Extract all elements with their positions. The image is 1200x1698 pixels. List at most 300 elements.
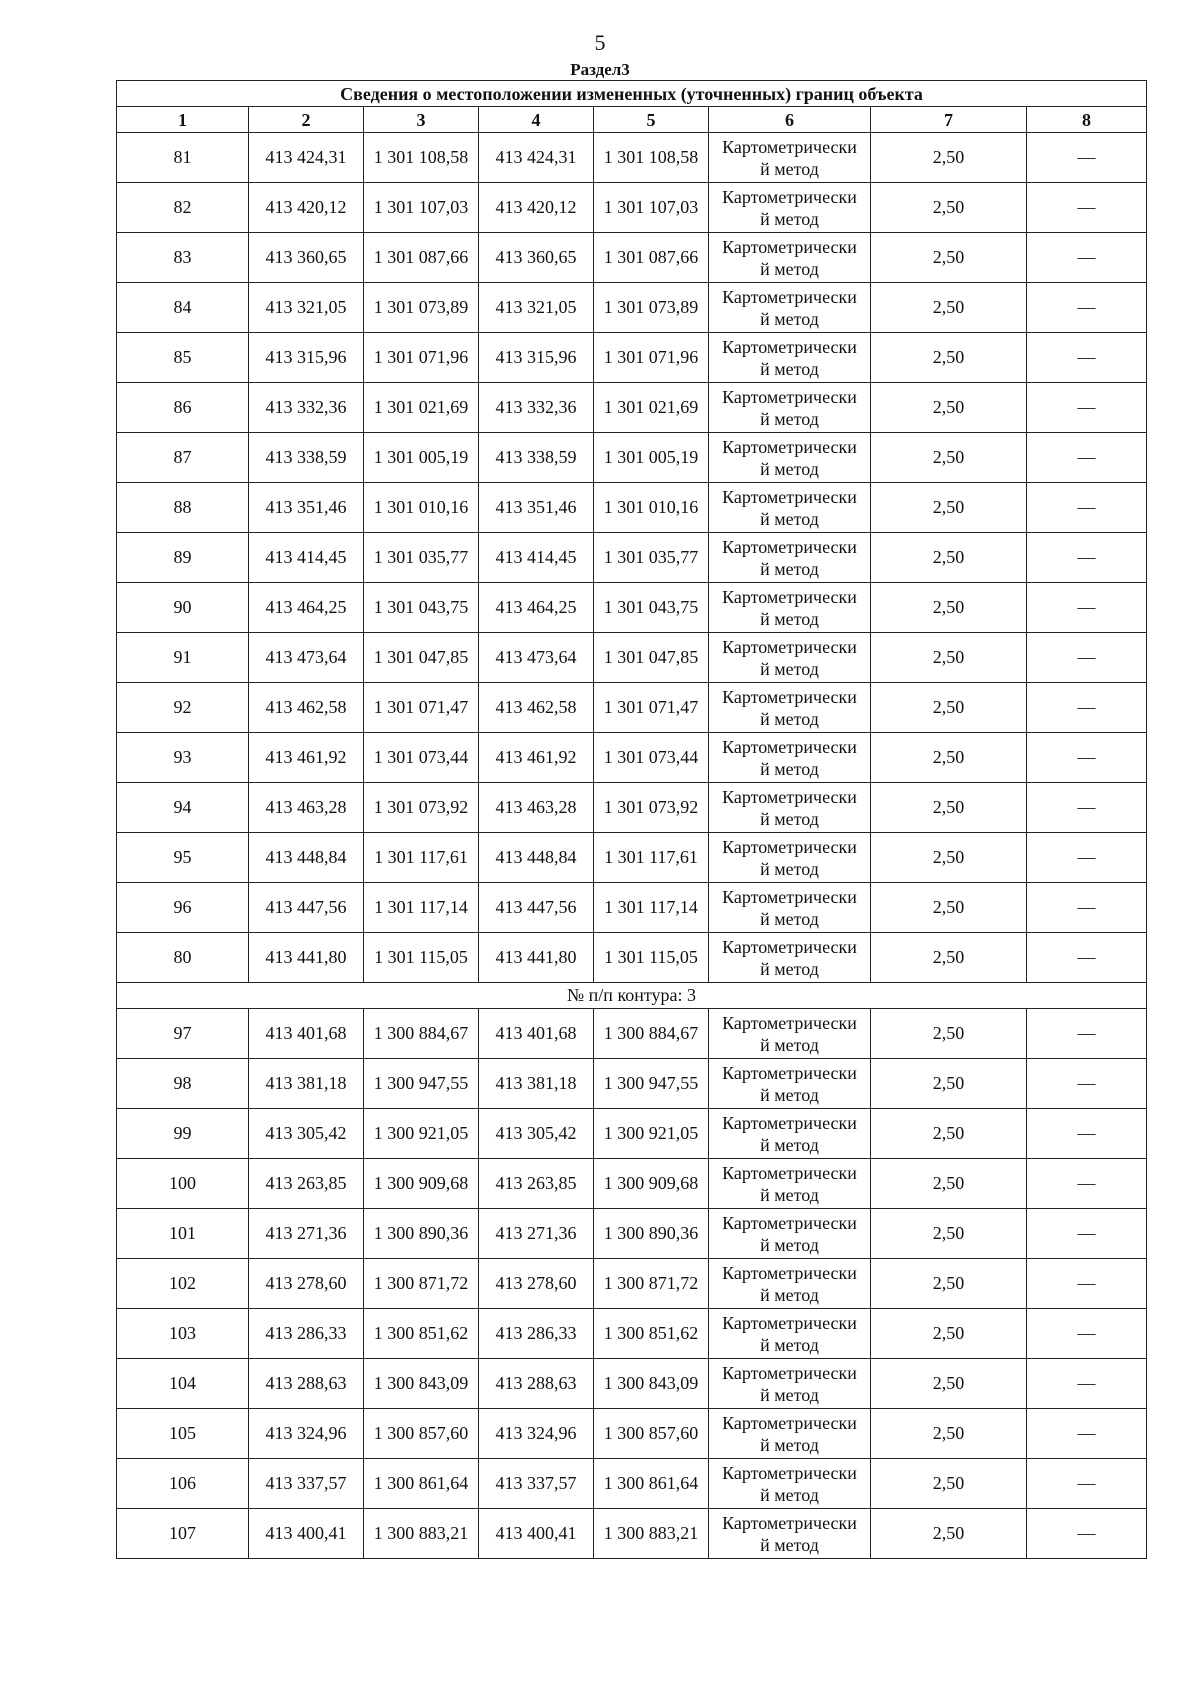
y-old-cell: 1 300 851,62 bbox=[364, 1309, 479, 1359]
method-text-line2: й метод bbox=[760, 1084, 819, 1105]
column-number-4: 4 bbox=[479, 107, 594, 133]
table-row bbox=[117, 483, 1147, 533]
x-old-cell: 413 286,33 bbox=[249, 1309, 364, 1359]
point-number-cell: 85 bbox=[117, 333, 249, 383]
x-old-cell: 413 381,18 bbox=[249, 1059, 364, 1109]
description-cell: — bbox=[1027, 333, 1147, 383]
method-text-line1: Картометрически bbox=[722, 1062, 857, 1083]
x-old-cell: 413 288,63 bbox=[249, 1359, 364, 1409]
method-cell bbox=[709, 1309, 871, 1359]
y-new-cell: 1 301 021,69 bbox=[594, 383, 709, 433]
accuracy-cell: 2,50 bbox=[871, 1109, 1027, 1159]
method-text-line1: Картометрически bbox=[722, 836, 857, 857]
method-text-line2: й метод bbox=[760, 258, 819, 279]
method-cell bbox=[709, 583, 871, 633]
method-cell bbox=[709, 1509, 871, 1559]
x-new-cell: 413 420,12 bbox=[479, 183, 594, 233]
x-old-cell: 413 321,05 bbox=[249, 283, 364, 333]
table-row bbox=[117, 433, 1147, 483]
method-cell bbox=[709, 783, 871, 833]
method-text-line2: й метод bbox=[760, 208, 819, 229]
description-cell: — bbox=[1027, 1509, 1147, 1559]
description-cell: — bbox=[1027, 583, 1147, 633]
description-cell: — bbox=[1027, 833, 1147, 883]
method-cell bbox=[709, 633, 871, 683]
point-number-cell: 94 bbox=[117, 783, 249, 833]
x-old-cell: 413 461,92 bbox=[249, 733, 364, 783]
x-new-cell: 413 447,56 bbox=[479, 883, 594, 933]
column-number-1: 1 bbox=[117, 107, 249, 133]
y-new-cell: 1 300 861,64 bbox=[594, 1459, 709, 1509]
accuracy-cell: 2,50 bbox=[871, 783, 1027, 833]
y-old-cell: 1 300 843,09 bbox=[364, 1359, 479, 1409]
column-number-row bbox=[117, 107, 1147, 133]
y-old-cell: 1 301 117,14 bbox=[364, 883, 479, 933]
method-text-line2: й метод bbox=[760, 308, 819, 329]
point-number-cell: 105 bbox=[117, 1409, 249, 1459]
point-number-cell: 92 bbox=[117, 683, 249, 733]
method-cell bbox=[709, 383, 871, 433]
table-row bbox=[117, 1159, 1147, 1209]
y-new-cell: 1 300 857,60 bbox=[594, 1409, 709, 1459]
section-title: Раздел3 bbox=[570, 60, 630, 79]
point-number-cell: 97 bbox=[117, 1009, 249, 1059]
point-number-cell: 101 bbox=[117, 1209, 249, 1259]
accuracy-cell: 2,50 bbox=[871, 733, 1027, 783]
table-row bbox=[117, 283, 1147, 333]
description-cell: — bbox=[1027, 683, 1147, 733]
column-number-5: 5 bbox=[594, 107, 709, 133]
point-number-cell: 89 bbox=[117, 533, 249, 583]
table-row bbox=[117, 583, 1147, 633]
y-new-cell: 1 300 883,21 bbox=[594, 1509, 709, 1559]
column-number-6: 6 bbox=[709, 107, 871, 133]
method-text-line2: й метод bbox=[760, 1134, 819, 1155]
x-new-cell: 413 305,42 bbox=[479, 1109, 594, 1159]
point-number-cell: 102 bbox=[117, 1259, 249, 1309]
table-row bbox=[117, 1359, 1147, 1409]
x-new-cell: 413 441,80 bbox=[479, 933, 594, 983]
x-old-cell: 413 400,41 bbox=[249, 1509, 364, 1559]
x-new-cell: 413 473,64 bbox=[479, 633, 594, 683]
table-row bbox=[117, 783, 1147, 833]
x-new-cell: 413 288,63 bbox=[479, 1359, 594, 1409]
method-text-line1: Картометрически bbox=[722, 586, 857, 607]
method-text-line1: Картометрически bbox=[722, 1012, 857, 1033]
method-text-line1: Картометрически bbox=[722, 1412, 857, 1433]
table-row bbox=[117, 1259, 1147, 1309]
method-text-line2: й метод bbox=[760, 858, 819, 879]
method-text-line1: Картометрически bbox=[722, 386, 857, 407]
y-old-cell: 1 300 890,36 bbox=[364, 1209, 479, 1259]
accuracy-cell: 2,50 bbox=[871, 1209, 1027, 1259]
point-number-cell: 98 bbox=[117, 1059, 249, 1109]
point-number-cell: 84 bbox=[117, 283, 249, 333]
table-caption: Сведения о местоположении измененных (уточненных) границ объекта bbox=[117, 81, 1147, 107]
y-old-cell: 1 300 921,05 bbox=[364, 1109, 479, 1159]
point-number-cell: 104 bbox=[117, 1359, 249, 1409]
accuracy-cell: 2,50 bbox=[871, 283, 1027, 333]
method-text-line2: й метод bbox=[760, 458, 819, 479]
y-new-cell: 1 301 115,05 bbox=[594, 933, 709, 983]
x-new-cell: 413 278,60 bbox=[479, 1259, 594, 1309]
method-text-line1: Картометрически bbox=[722, 436, 857, 457]
y-new-cell: 1 300 871,72 bbox=[594, 1259, 709, 1309]
y-old-cell: 1 301 073,89 bbox=[364, 283, 479, 333]
description-cell: — bbox=[1027, 1009, 1147, 1059]
column-number-3: 3 bbox=[364, 107, 479, 133]
x-new-cell: 413 400,41 bbox=[479, 1509, 594, 1559]
x-new-cell: 413 271,36 bbox=[479, 1209, 594, 1259]
x-old-cell: 413 351,46 bbox=[249, 483, 364, 533]
method-cell bbox=[709, 1009, 871, 1059]
method-text-line2: й метод bbox=[760, 558, 819, 579]
y-old-cell: 1 301 115,05 bbox=[364, 933, 479, 983]
x-old-cell: 413 414,45 bbox=[249, 533, 364, 583]
point-number-cell: 87 bbox=[117, 433, 249, 483]
x-old-cell: 413 305,42 bbox=[249, 1109, 364, 1159]
accuracy-cell: 2,50 bbox=[871, 1259, 1027, 1309]
x-old-cell: 413 464,25 bbox=[249, 583, 364, 633]
x-old-cell: 413 447,56 bbox=[249, 883, 364, 933]
column-number-2: 2 bbox=[249, 107, 364, 133]
accuracy-cell: 2,50 bbox=[871, 483, 1027, 533]
description-cell: — bbox=[1027, 433, 1147, 483]
x-old-cell: 413 278,60 bbox=[249, 1259, 364, 1309]
x-new-cell: 413 401,68 bbox=[479, 1009, 594, 1059]
contour-label: № п/п контура: 3 bbox=[117, 983, 1147, 1009]
method-text-line1: Картометрически bbox=[722, 1312, 857, 1333]
description-cell: — bbox=[1027, 383, 1147, 433]
description-cell: — bbox=[1027, 733, 1147, 783]
y-new-cell: 1 300 890,36 bbox=[594, 1209, 709, 1259]
description-cell: — bbox=[1027, 483, 1147, 533]
method-text-line2: й метод bbox=[760, 1534, 819, 1555]
x-new-cell: 413 337,57 bbox=[479, 1459, 594, 1509]
x-old-cell: 413 441,80 bbox=[249, 933, 364, 983]
x-new-cell: 413 414,45 bbox=[479, 533, 594, 583]
y-old-cell: 1 301 005,19 bbox=[364, 433, 479, 483]
table-row bbox=[117, 833, 1147, 883]
x-new-cell: 413 461,92 bbox=[479, 733, 594, 783]
y-new-cell: 1 300 884,67 bbox=[594, 1009, 709, 1059]
accuracy-cell: 2,50 bbox=[871, 633, 1027, 683]
method-cell bbox=[709, 733, 871, 783]
method-text-line2: й метод bbox=[760, 1434, 819, 1455]
method-cell bbox=[709, 883, 871, 933]
method-text-line2: й метод bbox=[760, 1334, 819, 1355]
table-caption-row bbox=[117, 81, 1147, 107]
accuracy-cell: 2,50 bbox=[871, 233, 1027, 283]
method-text-line2: й метод bbox=[760, 1384, 819, 1405]
method-text-line1: Картометрически bbox=[722, 536, 857, 557]
y-new-cell: 1 301 107,03 bbox=[594, 183, 709, 233]
y-old-cell: 1 300 884,67 bbox=[364, 1009, 479, 1059]
x-old-cell: 413 462,58 bbox=[249, 683, 364, 733]
column-number-8: 8 bbox=[1027, 107, 1147, 133]
table-row bbox=[117, 233, 1147, 283]
x-new-cell: 413 338,59 bbox=[479, 433, 594, 483]
x-old-cell: 413 424,31 bbox=[249, 133, 364, 183]
table-row bbox=[117, 333, 1147, 383]
y-old-cell: 1 301 071,96 bbox=[364, 333, 479, 383]
method-text-line2: й метод bbox=[760, 1484, 819, 1505]
method-cell bbox=[709, 1059, 871, 1109]
contour-row bbox=[117, 983, 1147, 1009]
method-text-line2: й метод bbox=[760, 1234, 819, 1255]
method-text-line2: й метод bbox=[760, 608, 819, 629]
method-cell bbox=[709, 333, 871, 383]
description-cell: — bbox=[1027, 1109, 1147, 1159]
method-text-line2: й метод bbox=[760, 908, 819, 929]
accuracy-cell: 2,50 bbox=[871, 383, 1027, 433]
y-new-cell: 1 301 073,89 bbox=[594, 283, 709, 333]
method-text-line2: й метод bbox=[760, 158, 819, 179]
x-old-cell: 413 332,36 bbox=[249, 383, 364, 433]
accuracy-cell: 2,50 bbox=[871, 933, 1027, 983]
method-cell bbox=[709, 1259, 871, 1309]
x-new-cell: 413 464,25 bbox=[479, 583, 594, 633]
method-text-line1: Картометрически bbox=[722, 1112, 857, 1133]
method-text-line1: Картометрически bbox=[722, 886, 857, 907]
x-new-cell: 413 315,96 bbox=[479, 333, 594, 383]
y-old-cell: 1 301 073,44 bbox=[364, 733, 479, 783]
description-cell: — bbox=[1027, 883, 1147, 933]
method-cell bbox=[709, 1409, 871, 1459]
point-number-cell: 91 bbox=[117, 633, 249, 683]
method-text-line1: Картометрически bbox=[722, 1212, 857, 1233]
description-cell: — bbox=[1027, 233, 1147, 283]
y-old-cell: 1 301 010,16 bbox=[364, 483, 479, 533]
accuracy-cell: 2,50 bbox=[871, 433, 1027, 483]
accuracy-cell: 2,50 bbox=[871, 1509, 1027, 1559]
y-new-cell: 1 300 909,68 bbox=[594, 1159, 709, 1209]
table-body bbox=[117, 133, 1147, 1559]
x-new-cell: 413 424,31 bbox=[479, 133, 594, 183]
x-new-cell: 413 321,05 bbox=[479, 283, 594, 333]
table-row bbox=[117, 183, 1147, 233]
y-old-cell: 1 300 857,60 bbox=[364, 1409, 479, 1459]
accuracy-cell: 2,50 bbox=[871, 533, 1027, 583]
x-old-cell: 413 315,96 bbox=[249, 333, 364, 383]
y-old-cell: 1 300 947,55 bbox=[364, 1059, 479, 1109]
method-text-line1: Картометрически bbox=[722, 1362, 857, 1383]
point-number-cell: 93 bbox=[117, 733, 249, 783]
point-number-cell: 90 bbox=[117, 583, 249, 633]
x-new-cell: 413 286,33 bbox=[479, 1309, 594, 1359]
y-new-cell: 1 301 035,77 bbox=[594, 533, 709, 583]
y-new-cell: 1 301 087,66 bbox=[594, 233, 709, 283]
method-text-line1: Картометрически bbox=[722, 1462, 857, 1483]
method-text-line2: й метод bbox=[760, 708, 819, 729]
method-text-line2: й метод bbox=[760, 508, 819, 529]
accuracy-cell: 2,50 bbox=[871, 833, 1027, 883]
description-cell: — bbox=[1027, 1359, 1147, 1409]
table-row bbox=[117, 1109, 1147, 1159]
description-cell: — bbox=[1027, 1159, 1147, 1209]
method-text-line2: й метод bbox=[760, 808, 819, 829]
accuracy-cell: 2,50 bbox=[871, 683, 1027, 733]
point-number-cell: 88 bbox=[117, 483, 249, 533]
y-old-cell: 1 301 035,77 bbox=[364, 533, 479, 583]
page-number: 5 bbox=[594, 30, 606, 55]
method-cell bbox=[709, 183, 871, 233]
x-new-cell: 413 332,36 bbox=[479, 383, 594, 433]
method-cell bbox=[709, 933, 871, 983]
y-new-cell: 1 301 108,58 bbox=[594, 133, 709, 183]
y-new-cell: 1 301 043,75 bbox=[594, 583, 709, 633]
x-old-cell: 413 401,68 bbox=[249, 1009, 364, 1059]
accuracy-cell: 2,50 bbox=[871, 1009, 1027, 1059]
method-text-line1: Картометрически bbox=[722, 1162, 857, 1183]
method-cell bbox=[709, 683, 871, 733]
description-cell: — bbox=[1027, 783, 1147, 833]
table-row bbox=[117, 383, 1147, 433]
method-cell bbox=[709, 233, 871, 283]
y-old-cell: 1 301 107,03 bbox=[364, 183, 479, 233]
point-number-cell: 81 bbox=[117, 133, 249, 183]
y-new-cell: 1 301 117,14 bbox=[594, 883, 709, 933]
method-cell bbox=[709, 1109, 871, 1159]
y-new-cell: 1 301 010,16 bbox=[594, 483, 709, 533]
y-new-cell: 1 301 071,96 bbox=[594, 333, 709, 383]
point-number-cell: 100 bbox=[117, 1159, 249, 1209]
y-old-cell: 1 300 883,21 bbox=[364, 1509, 479, 1559]
method-text-line2: й метод bbox=[760, 958, 819, 979]
x-new-cell: 413 263,85 bbox=[479, 1159, 594, 1209]
method-text-line2: й метод bbox=[760, 358, 819, 379]
point-number-cell: 106 bbox=[117, 1459, 249, 1509]
point-number-cell: 82 bbox=[117, 183, 249, 233]
y-new-cell: 1 301 073,44 bbox=[594, 733, 709, 783]
y-new-cell: 1 301 005,19 bbox=[594, 433, 709, 483]
y-old-cell: 1 300 909,68 bbox=[364, 1159, 479, 1209]
accuracy-cell: 2,50 bbox=[871, 883, 1027, 933]
y-old-cell: 1 301 043,75 bbox=[364, 583, 479, 633]
x-old-cell: 413 338,59 bbox=[249, 433, 364, 483]
y-old-cell: 1 301 117,61 bbox=[364, 833, 479, 883]
table-row bbox=[117, 733, 1147, 783]
method-cell bbox=[709, 483, 871, 533]
y-old-cell: 1 301 047,85 bbox=[364, 633, 479, 683]
accuracy-cell: 2,50 bbox=[871, 583, 1027, 633]
x-new-cell: 413 360,65 bbox=[479, 233, 594, 283]
description-cell: — bbox=[1027, 1209, 1147, 1259]
method-text-line1: Картометрически bbox=[722, 136, 857, 157]
y-new-cell: 1 301 117,61 bbox=[594, 833, 709, 883]
method-text-line1: Картометрически bbox=[722, 236, 857, 257]
method-cell bbox=[709, 283, 871, 333]
method-text-line1: Картометрически bbox=[722, 636, 857, 657]
point-number-cell: 107 bbox=[117, 1509, 249, 1559]
method-text-line2: й метод bbox=[760, 658, 819, 679]
x-new-cell: 413 381,18 bbox=[479, 1059, 594, 1109]
y-new-cell: 1 301 073,92 bbox=[594, 783, 709, 833]
x-old-cell: 413 420,12 bbox=[249, 183, 364, 233]
description-cell: — bbox=[1027, 283, 1147, 333]
method-text-line1: Картометрически bbox=[722, 936, 857, 957]
method-text-line2: й метод bbox=[760, 1034, 819, 1055]
method-text-line1: Картометрически bbox=[722, 486, 857, 507]
method-text-line1: Картометрически bbox=[722, 686, 857, 707]
description-cell: — bbox=[1027, 183, 1147, 233]
description-cell: — bbox=[1027, 933, 1147, 983]
x-new-cell: 413 351,46 bbox=[479, 483, 594, 533]
method-text-line1: Картометрически bbox=[722, 1512, 857, 1533]
x-old-cell: 413 337,57 bbox=[249, 1459, 364, 1509]
table-row bbox=[117, 1409, 1147, 1459]
accuracy-cell: 2,50 bbox=[871, 1159, 1027, 1209]
method-text-line1: Картометрически bbox=[722, 286, 857, 307]
description-cell: — bbox=[1027, 1309, 1147, 1359]
accuracy-cell: 2,50 bbox=[871, 1409, 1027, 1459]
y-old-cell: 1 301 108,58 bbox=[364, 133, 479, 183]
accuracy-cell: 2,50 bbox=[871, 183, 1027, 233]
accuracy-cell: 2,50 bbox=[871, 1459, 1027, 1509]
method-text-line1: Картометрически bbox=[722, 786, 857, 807]
description-cell: — bbox=[1027, 1259, 1147, 1309]
x-old-cell: 413 271,36 bbox=[249, 1209, 364, 1259]
column-number-7: 7 bbox=[871, 107, 1027, 133]
accuracy-cell: 2,50 bbox=[871, 133, 1027, 183]
accuracy-cell: 2,50 bbox=[871, 333, 1027, 383]
y-old-cell: 1 301 073,92 bbox=[364, 783, 479, 833]
method-text-line1: Картометрически bbox=[722, 186, 857, 207]
accuracy-cell: 2,50 bbox=[871, 1309, 1027, 1359]
table-row bbox=[117, 133, 1147, 183]
accuracy-cell: 2,50 bbox=[871, 1059, 1027, 1109]
x-old-cell: 413 324,96 bbox=[249, 1409, 364, 1459]
point-number-cell: 96 bbox=[117, 883, 249, 933]
method-cell bbox=[709, 533, 871, 583]
y-old-cell: 1 300 871,72 bbox=[364, 1259, 479, 1309]
table-row bbox=[117, 933, 1147, 983]
method-text-line2: й метод bbox=[760, 758, 819, 779]
accuracy-cell: 2,50 bbox=[871, 1359, 1027, 1409]
description-cell: — bbox=[1027, 533, 1147, 583]
method-text-line1: Картометрически bbox=[722, 336, 857, 357]
x-new-cell: 413 324,96 bbox=[479, 1409, 594, 1459]
point-number-cell: 99 bbox=[117, 1109, 249, 1159]
description-cell: — bbox=[1027, 1409, 1147, 1459]
table-row bbox=[117, 1059, 1147, 1109]
method-cell bbox=[709, 1209, 871, 1259]
method-cell bbox=[709, 1159, 871, 1209]
x-new-cell: 413 462,58 bbox=[479, 683, 594, 733]
table-row bbox=[117, 1509, 1147, 1559]
method-text-line1: Картометрически bbox=[722, 1262, 857, 1283]
table-row bbox=[117, 1209, 1147, 1259]
point-number-cell: 95 bbox=[117, 833, 249, 883]
method-text-line1: Картометрически bbox=[722, 736, 857, 757]
table-row bbox=[117, 683, 1147, 733]
x-old-cell: 413 463,28 bbox=[249, 783, 364, 833]
table-row bbox=[117, 1309, 1147, 1359]
table-row bbox=[117, 1459, 1147, 1509]
point-number-cell: 83 bbox=[117, 233, 249, 283]
y-new-cell: 1 300 921,05 bbox=[594, 1109, 709, 1159]
x-old-cell: 413 473,64 bbox=[249, 633, 364, 683]
y-old-cell: 1 301 021,69 bbox=[364, 383, 479, 433]
x-new-cell: 413 463,28 bbox=[479, 783, 594, 833]
y-new-cell: 1 300 947,55 bbox=[594, 1059, 709, 1109]
point-number-cell: 86 bbox=[117, 383, 249, 433]
method-cell bbox=[709, 1359, 871, 1409]
method-text-line2: й метод bbox=[760, 1184, 819, 1205]
description-cell: — bbox=[1027, 633, 1147, 683]
y-old-cell: 1 300 861,64 bbox=[364, 1459, 479, 1509]
description-cell: — bbox=[1027, 1459, 1147, 1509]
